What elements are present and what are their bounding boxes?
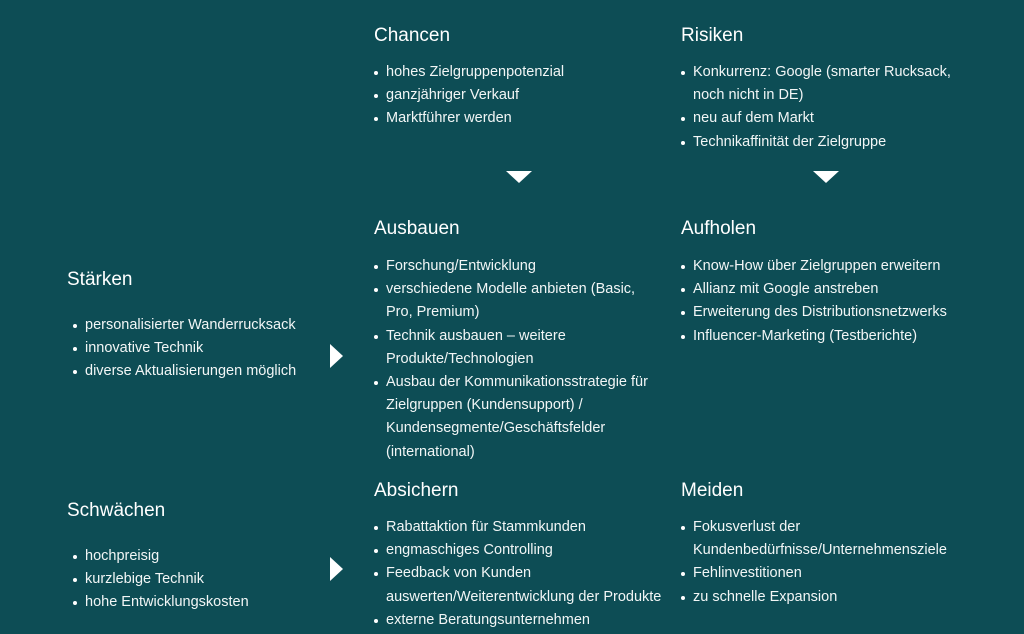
- chancen-item: hohes Zielgruppenpotenzial: [374, 61, 674, 84]
- risiken-item: neu auf dem Markt: [681, 107, 951, 130]
- ausbauen-item: Ausbau der Kommunikationsstrategie für Zielgruppen (Kundensupport) / Kundensegmente/Geschäftsfelder (international): [374, 371, 664, 464]
- chancen-item: Marktführer werden: [374, 107, 674, 130]
- ausbauen-item: verschiedene Modelle anbieten (Basic, Pro, Premium): [374, 278, 664, 324]
- aufholen-section: [681, 217, 981, 348]
- absichern-item: Rabattaktion für Stammkunden: [374, 516, 674, 539]
- arrow-down-icon: [506, 171, 532, 183]
- ausbauen-list: [374, 255, 664, 464]
- absichern-item: engmaschiges Controlling: [374, 539, 674, 562]
- aufholen-item: Know-How über Zielgruppen erweitern: [681, 255, 981, 278]
- chancen-list: [374, 61, 674, 131]
- chancen-section: [374, 24, 674, 131]
- schwaechen-item: kurzlebige Technik: [73, 568, 327, 591]
- arrow-down-icon: [813, 171, 839, 183]
- absichern-item: externe Beratungsunternehmen: [374, 609, 674, 632]
- meiden-item: zu schnelle Expansion: [681, 586, 956, 609]
- ausbauen-section: [374, 217, 664, 464]
- absichern-heading: Absichern: [374, 480, 459, 501]
- aufholen-heading: Aufholen: [681, 218, 757, 239]
- aufholen-item: Allianz mit Google anstreben: [681, 278, 981, 301]
- arrow-right-icon: [330, 557, 343, 581]
- staerken-item: diverse Aktualisierungen möglich: [73, 360, 327, 383]
- ausbauen-item: Forschung/Entwicklung: [374, 255, 664, 278]
- aufholen-item: Erweiterung des Distributionsnetzwerks: [681, 301, 981, 324]
- meiden-item: Fehlinvestitionen: [681, 562, 956, 585]
- absichern-list: [374, 516, 674, 632]
- ausbauen-item: Technik ausbauen – weitere Produkte/Technologien: [374, 325, 664, 371]
- aufholen-item: Influencer-Marketing (Testberichte): [681, 325, 981, 348]
- meiden-list: [681, 516, 956, 609]
- absichern-section: [374, 479, 674, 632]
- staerken-list: [67, 314, 327, 384]
- schwaechen-heading: Schwächen: [67, 500, 166, 521]
- meiden-section: [681, 479, 956, 609]
- arrow-right-icon: [330, 344, 343, 368]
- schwaechen-section: [67, 499, 327, 615]
- risiken-item: Konkurrenz: Google (smarter Rucksack, noch nicht in DE): [681, 61, 951, 107]
- absichern-item: Feedback von Kunden auswerten/Weiterentwicklung der Produkte: [374, 562, 674, 608]
- chancen-item: ganzjähriger Verkauf: [374, 84, 674, 107]
- meiden-item: Fokusverlust der Kundenbedürfnisse/Unternehmensziele: [681, 516, 956, 562]
- ausbauen-heading: Ausbauen: [374, 218, 460, 239]
- schwaechen-list: [67, 545, 327, 615]
- schwaechen-item: hohe Entwicklungskosten: [73, 591, 327, 614]
- risiken-item: Technikaffinität der Zielgruppe: [681, 131, 951, 154]
- staerken-item: innovative Technik: [73, 337, 327, 360]
- meiden-heading: Meiden: [681, 480, 744, 501]
- risiken-heading: Risiken: [681, 25, 744, 46]
- risiken-section: [681, 24, 951, 154]
- schwaechen-item: hochpreisig: [73, 545, 327, 568]
- staerken-heading: Stärken: [67, 269, 133, 290]
- staerken-item: personalisierter Wanderrucksack: [73, 314, 327, 337]
- chancen-heading: Chancen: [374, 25, 451, 46]
- risiken-list: [681, 61, 951, 154]
- aufholen-list: [681, 255, 981, 348]
- staerken-section: [67, 268, 327, 384]
